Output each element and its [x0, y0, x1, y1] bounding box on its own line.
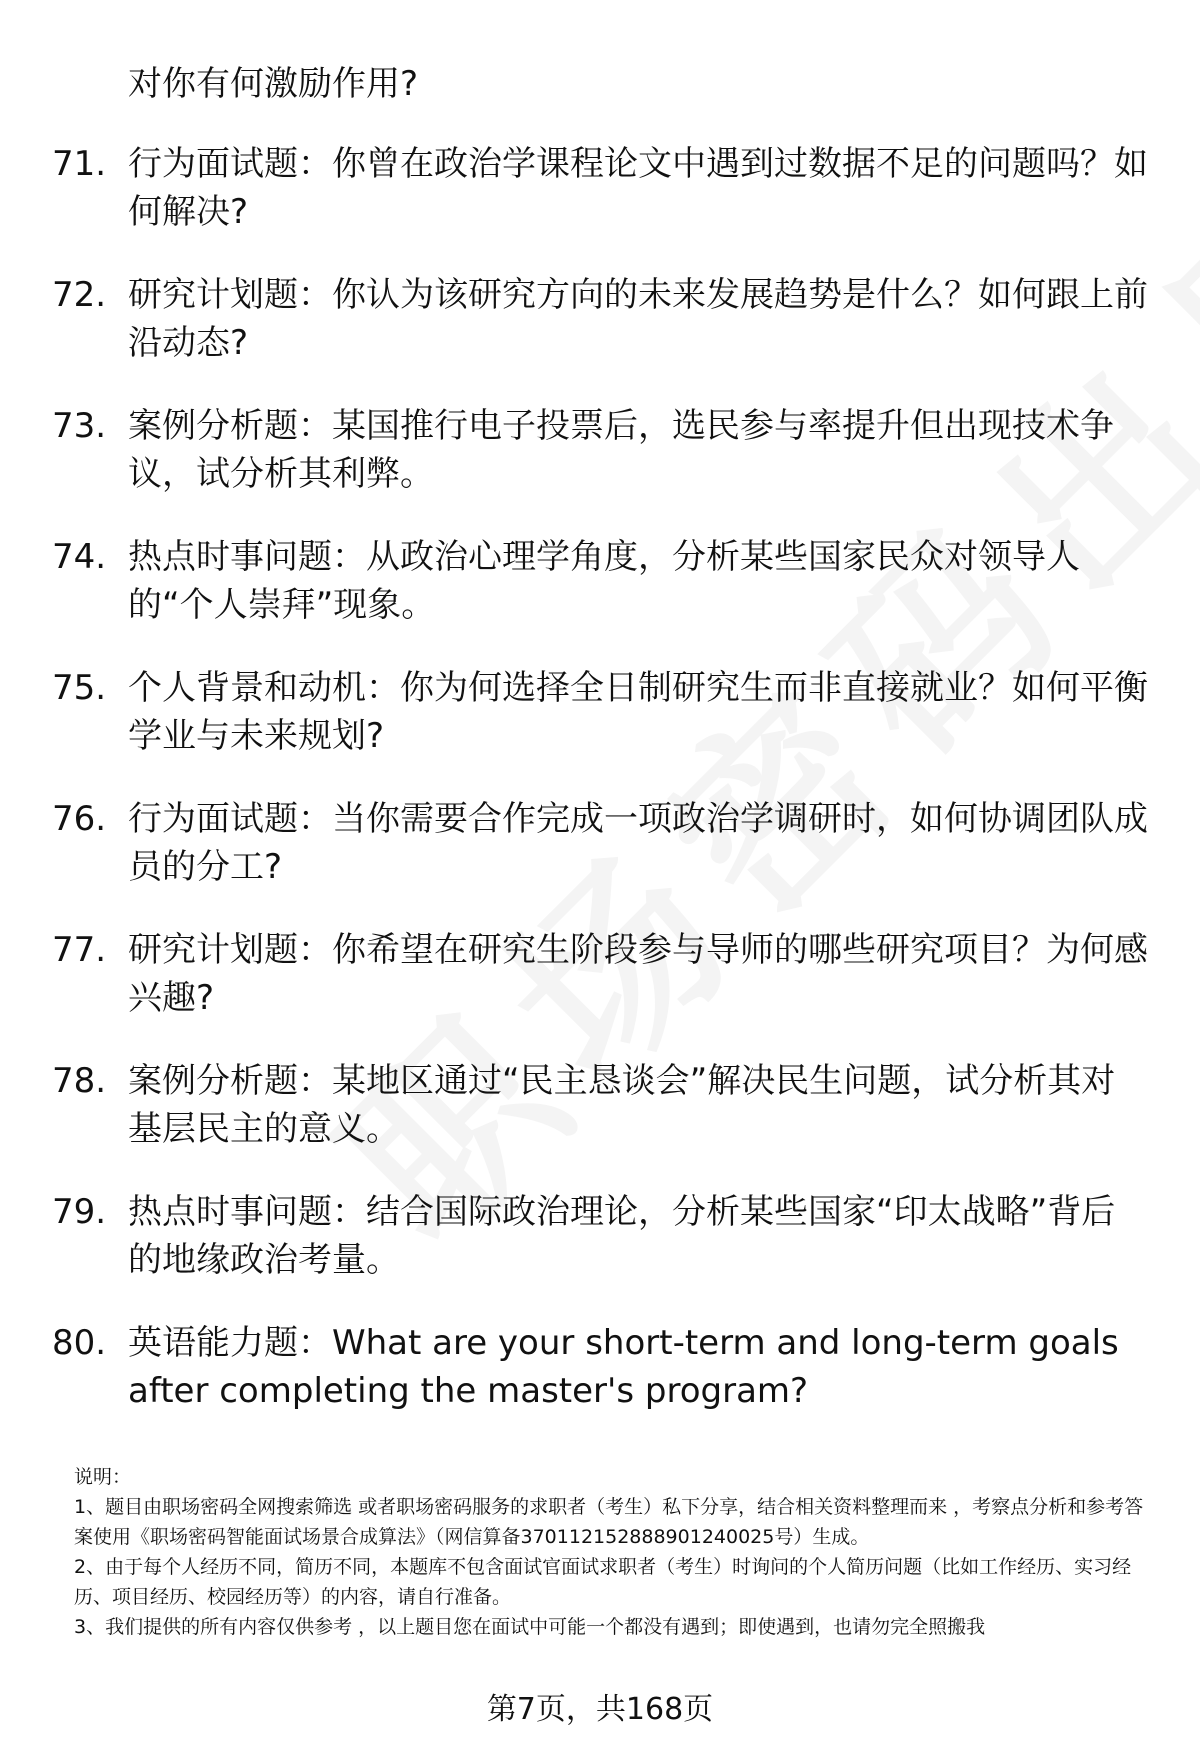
question-item	[0, 1319, 1200, 1450]
question-text: 研究计划题：你认为该研究方向的未来发展趋势是什么？如何跟上前沿动态?	[128, 275, 1148, 363]
question-text: 案例分析题：某国推行电子投票后，选民参与率提升但出现技术争议，试分析其利弊。	[128, 406, 1114, 494]
question-number: 74.	[52, 537, 107, 577]
notes-heading: 说明：	[74, 1466, 132, 1488]
question-number: 76.	[52, 799, 107, 839]
question-number: 71.	[52, 144, 107, 184]
notes-section	[74, 1462, 1154, 1642]
question-continuation: 对你有何激励作用?	[128, 64, 419, 104]
question-number: 78.	[52, 1061, 107, 1101]
question-text: 热点时事问题：结合国际政治理论，分析某些国家“印太战略”背后的地缘政治考量。	[128, 1192, 1116, 1280]
question-text: 热点时事问题：从政治心理学角度，分析某些国家民众对领导人的“个人崇拜”现象。	[128, 537, 1080, 625]
question-text: 行为面试题：当你需要合作完成一项政治学调研时，如何协调团队成员的分工?	[128, 799, 1148, 887]
question-text: 案例分析题：某地区通过“民主恳谈会”解决民生问题，试分析其对基层民主的意义。	[128, 1061, 1116, 1149]
question-text: 行为面试题：你曾在政治学课程论文中遇到过数据不足的问题吗？如何解决?	[128, 144, 1148, 232]
question-number: 79.	[52, 1192, 107, 1232]
question-item	[0, 1057, 1200, 1188]
question-number: 72.	[52, 275, 107, 315]
question-item	[0, 140, 1200, 271]
question-item	[0, 795, 1200, 926]
question-number: 75.	[52, 668, 107, 708]
note-item: 1、题目由职场密码全网搜索筛选 或者职场密码服务的求职者（考生）私下分享，结合相关资料整理而来 ，考察点分析和参考答案使用《职场密码智能面试场景合成算法》（网信算备370112152888901240025号）生成。	[74, 1496, 1144, 1548]
question-text: 研究计划题：你希望在研究生阶段参与导师的哪些研究项目？为何感兴趣?	[128, 930, 1148, 1018]
question-item	[0, 533, 1200, 664]
question-item	[0, 926, 1200, 1057]
question-list	[0, 140, 1200, 1450]
question-item	[0, 1188, 1200, 1319]
note-item: 2、由于每个人经历不同，简历不同，本题库不包含面试官面试求职者（考生）时询问的个人简历问题（比如工作经历、实习经历、项目经历、校园经历等）的内容，请自行准备。	[74, 1556, 1132, 1608]
question-number: 80.	[52, 1323, 107, 1363]
question-number: 77.	[52, 930, 107, 970]
note-item: 3、我们提供的所有内容仅供参考 ，以上题目您在面试中可能一个都没有遇到；即使遇到，也请勿完全照搬我	[74, 1616, 986, 1638]
question-text: 英语能力题：What are your short-term and long-term goals after completing the master's program?	[128, 1323, 1119, 1411]
question-text: 个人背景和动机：你为何选择全日制研究生而非直接就业？如何平衡学业与未来规划?	[128, 668, 1148, 756]
question-item	[0, 402, 1200, 533]
page-number: 第7页，共168页	[486, 1692, 714, 1727]
question-item	[0, 664, 1200, 795]
question-item	[0, 271, 1200, 402]
question-number: 73.	[52, 406, 107, 446]
